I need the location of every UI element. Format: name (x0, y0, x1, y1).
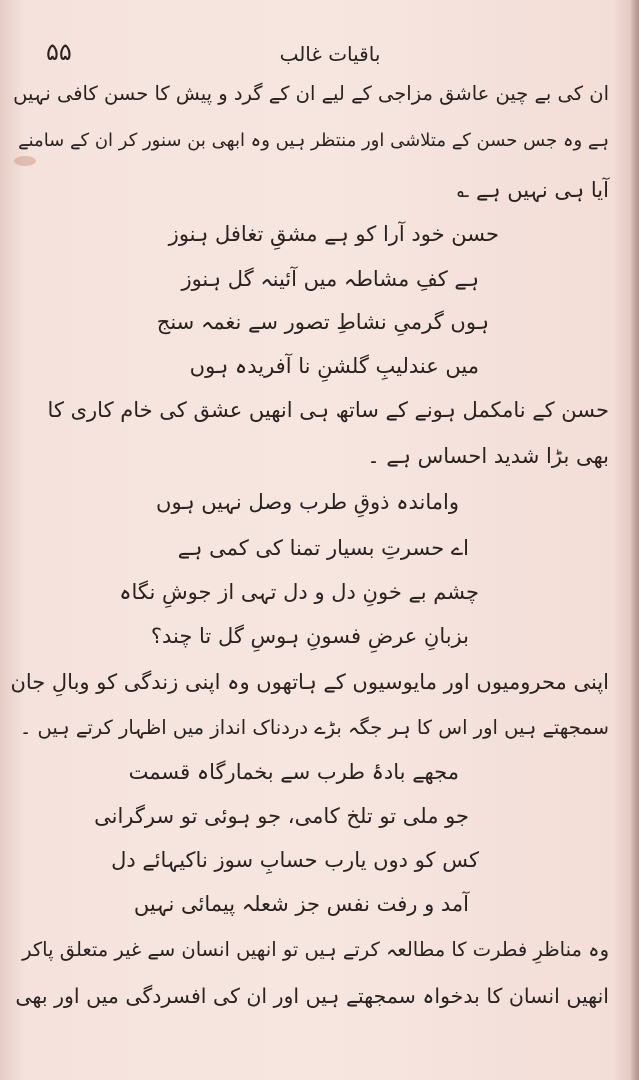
verse-line: ہوں گرمیِ نشاطِ تصور سے نغمہ سنج (156, 310, 489, 334)
prose-line: ان کی بے چین عاشق مزاجی کے لیے ان کے گرد و پیش کا حسن کافی نہیں (13, 82, 609, 105)
prose-line: آیا ہی نہیں ہے ؎ (457, 178, 609, 202)
verse-line: مجھے بادۂ طرب سے بخمارگاہ قسمت (128, 760, 459, 784)
verse-line: اے حسرتِ بسیار تمنا کی کمی ہے (177, 536, 469, 560)
verse-line: کس کو دوں یارب حسابِ سوز ناکیہائے دل (111, 848, 479, 872)
prose-line: سمجھتے ہیں اور اس کا ہر جگہ بڑے دردناک انداز میں اظہار کرتے ہیں ۔ (19, 716, 609, 739)
verse-line: جو ملی تو تلخ کامی، جو ہوئی تو سرگرانی (94, 804, 469, 828)
prose-line: وہ مناظرِ فطرت کا مطالعہ کرتے ہیں تو انھیں انسان سے غیر متعلق پاکر (22, 938, 609, 961)
page-edge-shadow (631, 0, 639, 1080)
verse-line: واماندہ ذوقِ طرب وصل نہیں ہوں (156, 490, 459, 514)
page-number: ۵۵ (46, 38, 72, 66)
verse-line: چشم بے خونِ دل و دل تہی از جوشِ نگاہ (119, 580, 479, 604)
verse-line: آمد و رفت نفس جز شعلہ پیمائی نہیں (133, 892, 469, 916)
verse-line: حسن خود آرا کو ہے مشقِ تغافل ہنوز (168, 222, 499, 246)
verse-line: بزبانِ عرضِ فسونِ ہوسِ گل تا چند؟ (150, 624, 469, 648)
ink-smudge (14, 156, 36, 166)
verse-line: ہے کفِ مشاطہ میں آئینہ گل ہنوز (181, 267, 479, 291)
running-title: باقیات غالب (279, 42, 381, 66)
prose-line: بھی بڑا شدید احساس ہے ۔ (367, 444, 609, 468)
prose-line: ہے وہ جس حسن کے متلاشی اور منتظر ہیں وہ ابھی بن سنور کر ان کے سامنے (18, 130, 609, 151)
prose-line: اپنی محرومیوں اور مایوسیوں کے ہاتھوں وہ اپنی زندگی کو وبالِ جان (10, 670, 609, 694)
prose-line: حسن کے نامکمل ہونے کے ساتھ ہی انھیں عشق کی خام کاری کا (47, 398, 609, 422)
verse-line: میں عندلیبِ گلشنِ نا آفریدہ ہوں (189, 354, 479, 378)
prose-line: انھیں انسان کا بدخواہ سمجھتے ہیں اور ان کی افسردگی میں اور بھی (15, 984, 609, 1008)
